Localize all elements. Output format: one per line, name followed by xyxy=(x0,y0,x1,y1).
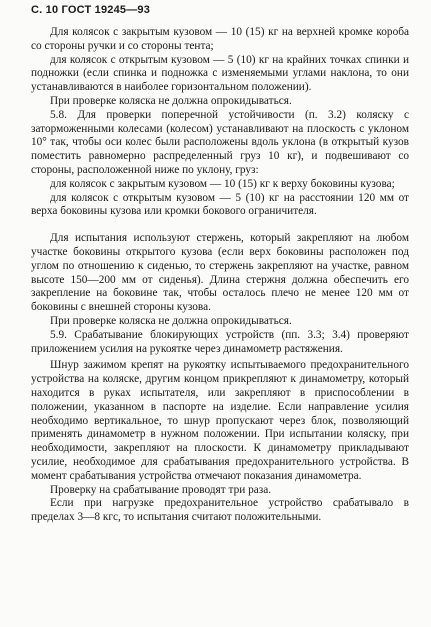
paragraph-no-tipping-2: При проверке коляска не должна опрокидываться. xyxy=(50,314,292,327)
document-body xyxy=(31,26,409,525)
paragraph-closed-body-load: Для колясок с закрытым кузовом — 10 (15) кг на верхней кромке короба со стороны ручки и со стороны тента; xyxy=(31,26,409,52)
paragraph-section-5-8: 5.8. Для проверки поперечной устойчивости (п. 3.2) коляску с заторможенными колесами (колесом) устанавливают на плоскость с уклоном 10° так, чтобы оси колес были расположены вдоль уклона (в открытый кузов поместить равномерно распределенный груз 10 кг), и подвешивают со стороны, расположенной ниже по уклону, груз: xyxy=(31,108,409,176)
paragraph-open-body-side-load: для колясок с открытым кузовом — 5 (10) кг на расстоянии 120 мм от верха боковины кузова или кромки бокового ограничителя. xyxy=(31,191,409,218)
paragraph-closed-body-side-load: для колясок с закрытым кузовом — 10 (15) кг к верху боковины кузова; xyxy=(50,177,395,190)
paragraph-positive-result: Если при нагрузке предохранительное устройство срабатывало в пределах 3—8 кгс, то испытания считают положительными. xyxy=(31,497,409,524)
paragraph-three-times: Проверку на срабатывание проводят три раза. xyxy=(50,483,272,496)
page-header: С. 10 ГОСТ 19245—93 xyxy=(31,4,151,16)
paragraph-cord-procedure: Шнур зажимом крепят на рукоятку испытываемого предохранительного устройства на коляске, другим концом прикрепляют к динамометру, который находится в руках испытателя, или закрепляют в приспособлении в положении, указанном в паспорте на изделие. Если направление усилия необходимо вертикальное, то шнур пропускают через блок, позволяющий применять динамометр в нужном положении. При испытании коляску, при необходимости, закрепляют на плоскости. К динамометру прикладывают усилие, необходимое для срабатывания предохранительного устройства. В момент срабатывания устройства отмечают показания динамометра. xyxy=(31,359,409,482)
paragraph-open-body-load: для колясок с открытым кузовом — 5 (10) кг на крайних точках спинки и подножки (если спинка и подножка с изменяемыми углами наклона, то они устанавливаются в наиболее горизонтальном положении). xyxy=(31,53,409,94)
paragraph-rod-test: Для испытания используют стержень, который закрепляют на любом участке боковины открытого кузова (если верх боковины расположен под углом по отношению к сиденью, то стержень закрепляют на участке, равном высоте 150—200 мм от сиденья). Длина стержня должна обеспечить его закрепление на боковине так, чтобы осталось плечо не менее 120 мм от боковины с внешней стороны кузова. xyxy=(31,232,409,314)
paragraph-section-5-9: 5.9. Срабатывание блокирующих устройств (пп. 3.3; 3.4) проверяют приложением усилия на рукоятке через динамометр растяжения. xyxy=(31,328,409,355)
paragraph-no-tipping-1: При проверке коляска не должна опрокидываться. xyxy=(50,94,292,107)
